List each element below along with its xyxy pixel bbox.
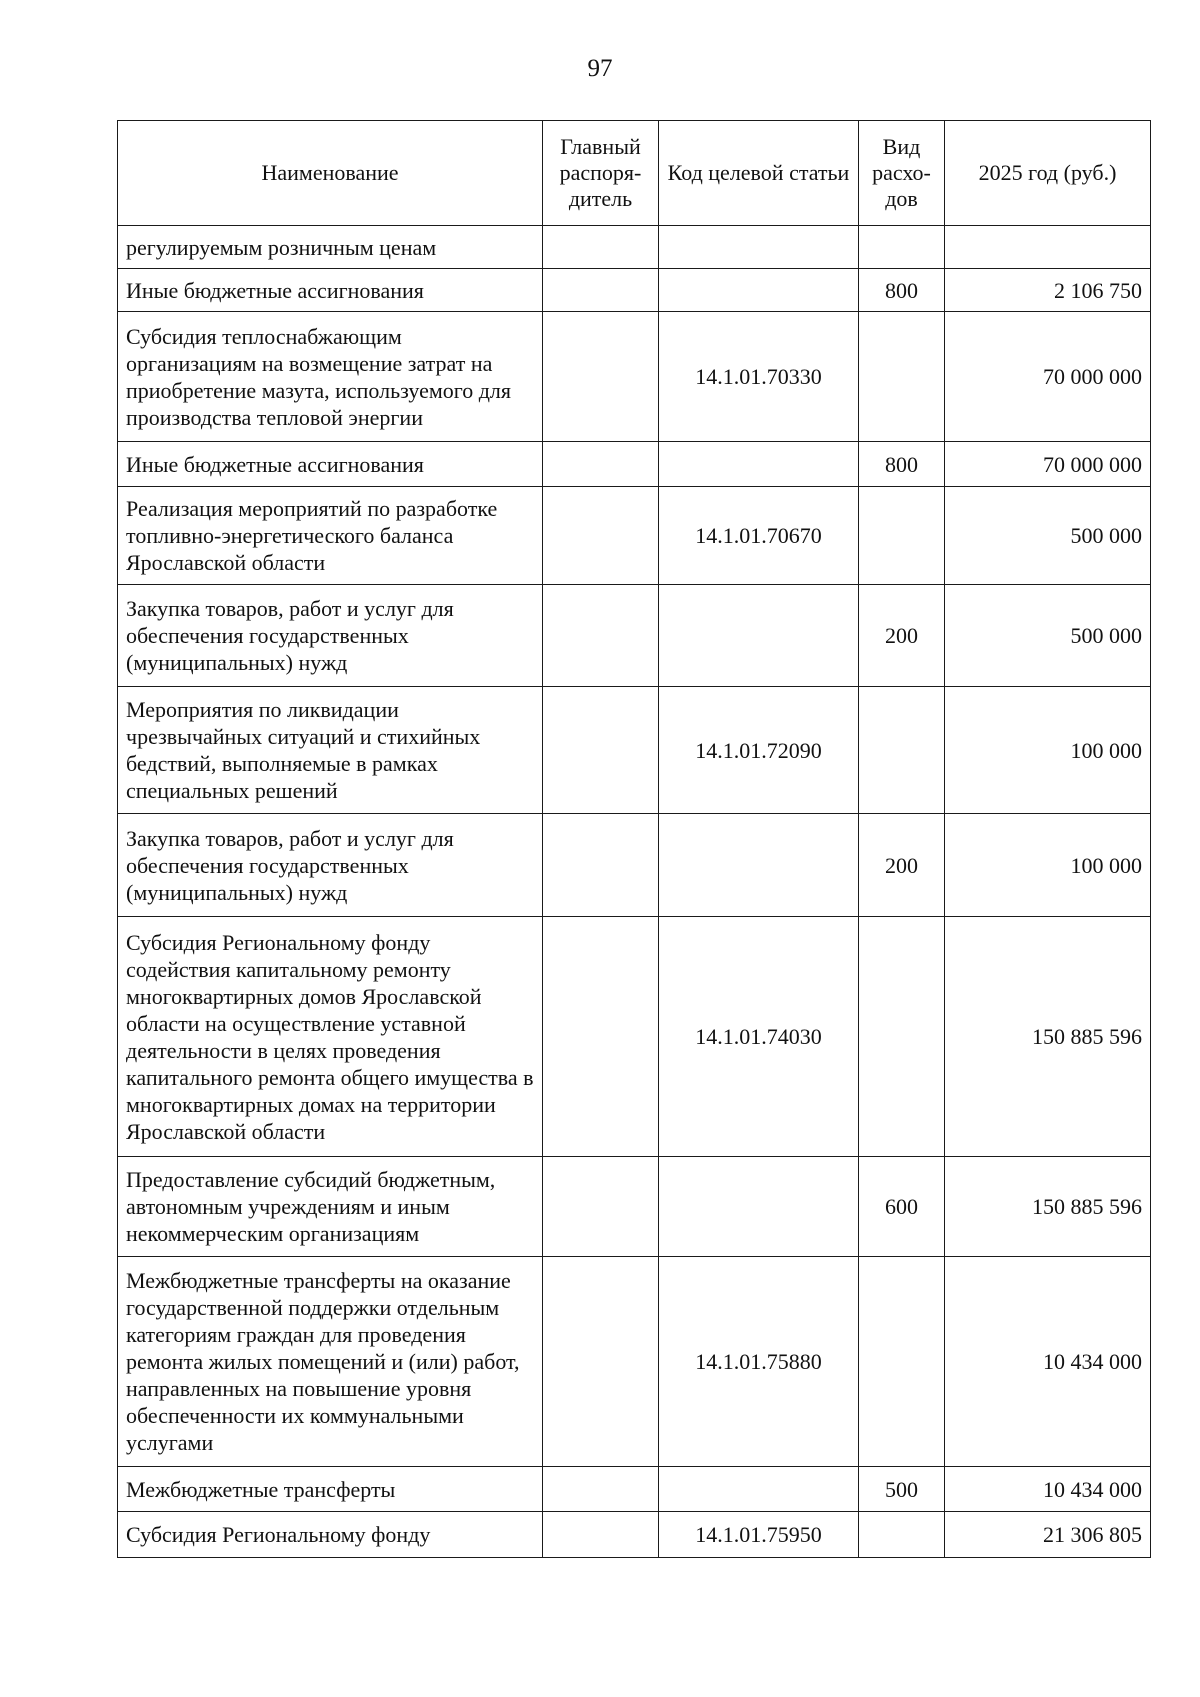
- table-row: [118, 269, 1151, 312]
- row-kind: 200: [859, 585, 945, 687]
- row-amount: 150 885 596: [945, 1157, 1151, 1257]
- row-amount: 10 434 000: [945, 1257, 1151, 1467]
- table-row: [118, 312, 1151, 442]
- row-name: Межбюджетные трансферты на оказание государственной поддержки отдельным категориям граждан для проведения ремонта жилых помещений и (или) работ, направленных на повышение уровня обеспеченности их коммунальными услугами: [118, 1257, 543, 1467]
- row-chief: [543, 226, 659, 269]
- row-amount: 100 000: [945, 814, 1151, 917]
- table-row: [118, 814, 1151, 917]
- table-row: [118, 585, 1151, 687]
- row-chief: [543, 687, 659, 814]
- row-amount: 10 434 000: [945, 1467, 1151, 1512]
- page-number: 97: [587, 55, 613, 82]
- table-row: [118, 1257, 1151, 1467]
- row-kind: [859, 226, 945, 269]
- table-row: [118, 1467, 1151, 1512]
- row-amount: 500 000: [945, 487, 1151, 585]
- table-row: [118, 917, 1151, 1157]
- header-target-code: Код целевой статьи: [659, 121, 859, 226]
- row-code: 14.1.01.72090: [659, 687, 859, 814]
- row-code: [659, 269, 859, 312]
- row-code: [659, 1157, 859, 1257]
- row-name: Закупка товаров, работ и услуг для обеспечения государственных (муниципальных) нужд: [118, 585, 543, 687]
- row-code: 14.1.01.70330: [659, 312, 859, 442]
- row-name: Мероприятия по ликвидации чрезвычайных ситуаций и стихийных бедствий, выполняемые в рамках специальных решений: [118, 687, 543, 814]
- row-name: Иные бюджетные ассигнования: [118, 269, 543, 312]
- row-code: 14.1.01.70670: [659, 487, 859, 585]
- row-amount: 500 000: [945, 585, 1151, 687]
- row-chief: [543, 312, 659, 442]
- row-code: [659, 226, 859, 269]
- row-amount: 150 885 596: [945, 917, 1151, 1157]
- row-kind: [859, 487, 945, 585]
- row-kind: [859, 312, 945, 442]
- table-row: [118, 1157, 1151, 1257]
- row-kind: [859, 917, 945, 1157]
- budget-table: [117, 120, 1151, 1558]
- row-chief: [543, 1157, 659, 1257]
- row-name: Субсидия теплоснабжающим организациям на возмещение затрат на приобретение мазута, используемого для производства тепловой энергии: [118, 312, 543, 442]
- table-row: [118, 226, 1151, 269]
- row-name: Субсидия Региональному фонду: [118, 1512, 543, 1558]
- row-chief: [543, 1257, 659, 1467]
- row-chief: [543, 487, 659, 585]
- row-code: [659, 1467, 859, 1512]
- row-kind: 800: [859, 442, 945, 487]
- row-kind: [859, 687, 945, 814]
- row-code: 14.1.01.75950: [659, 1512, 859, 1558]
- table-row: [118, 442, 1151, 487]
- row-amount: 21 306 805: [945, 1512, 1151, 1558]
- table-body: [118, 226, 1151, 1558]
- row-code: 14.1.01.74030: [659, 917, 859, 1157]
- row-name: Межбюджетные трансферты: [118, 1467, 543, 1512]
- header-chief-manager: Главный распоря-дитель: [543, 121, 659, 226]
- row-code: 14.1.01.75880: [659, 1257, 859, 1467]
- row-chief: [543, 814, 659, 917]
- row-amount: [945, 226, 1151, 269]
- row-name: Иные бюджетные ассигнования: [118, 442, 543, 487]
- table-header-row: [118, 121, 1151, 226]
- row-name: Реализация мероприятий по разработке топливно-энергетического баланса Ярославской области: [118, 487, 543, 585]
- row-kind: 600: [859, 1157, 945, 1257]
- header-amount-2025: 2025 год (руб.): [945, 121, 1151, 226]
- row-chief: [543, 585, 659, 687]
- row-kind: [859, 1257, 945, 1467]
- header-expense-kind: Вид расхо-дов: [859, 121, 945, 226]
- row-code: [659, 814, 859, 917]
- row-code: [659, 585, 859, 687]
- header-name: Наименование: [118, 121, 543, 226]
- row-name: Предоставление субсидий бюджетным, автономным учреждениям и иным некоммерческим организациям: [118, 1157, 543, 1257]
- row-chief: [543, 269, 659, 312]
- table-row: [118, 687, 1151, 814]
- row-chief: [543, 917, 659, 1157]
- table-row: [118, 1512, 1151, 1558]
- row-kind: [859, 1512, 945, 1558]
- row-name: Закупка товаров, работ и услуг для обеспечения государственных (муниципальных) нужд: [118, 814, 543, 917]
- row-amount: 70 000 000: [945, 442, 1151, 487]
- table-row: [118, 487, 1151, 585]
- row-kind: 800: [859, 269, 945, 312]
- row-chief: [543, 1512, 659, 1558]
- row-kind: 500: [859, 1467, 945, 1512]
- row-name: регулируемым розничным ценам: [118, 226, 543, 269]
- row-code: [659, 442, 859, 487]
- row-amount: 70 000 000: [945, 312, 1151, 442]
- row-amount: 100 000: [945, 687, 1151, 814]
- row-chief: [543, 442, 659, 487]
- row-chief: [543, 1467, 659, 1512]
- row-amount: 2 106 750: [945, 269, 1151, 312]
- row-kind: 200: [859, 814, 945, 917]
- row-name: Субсидия Региональному фонду содействия капитальному ремонту многоквартирных домов Ярославской области на осуществление уставной деятельности в целях проведения капитального ремонта общего имущества в многоквартирных домах на территории Ярославской области: [118, 917, 543, 1157]
